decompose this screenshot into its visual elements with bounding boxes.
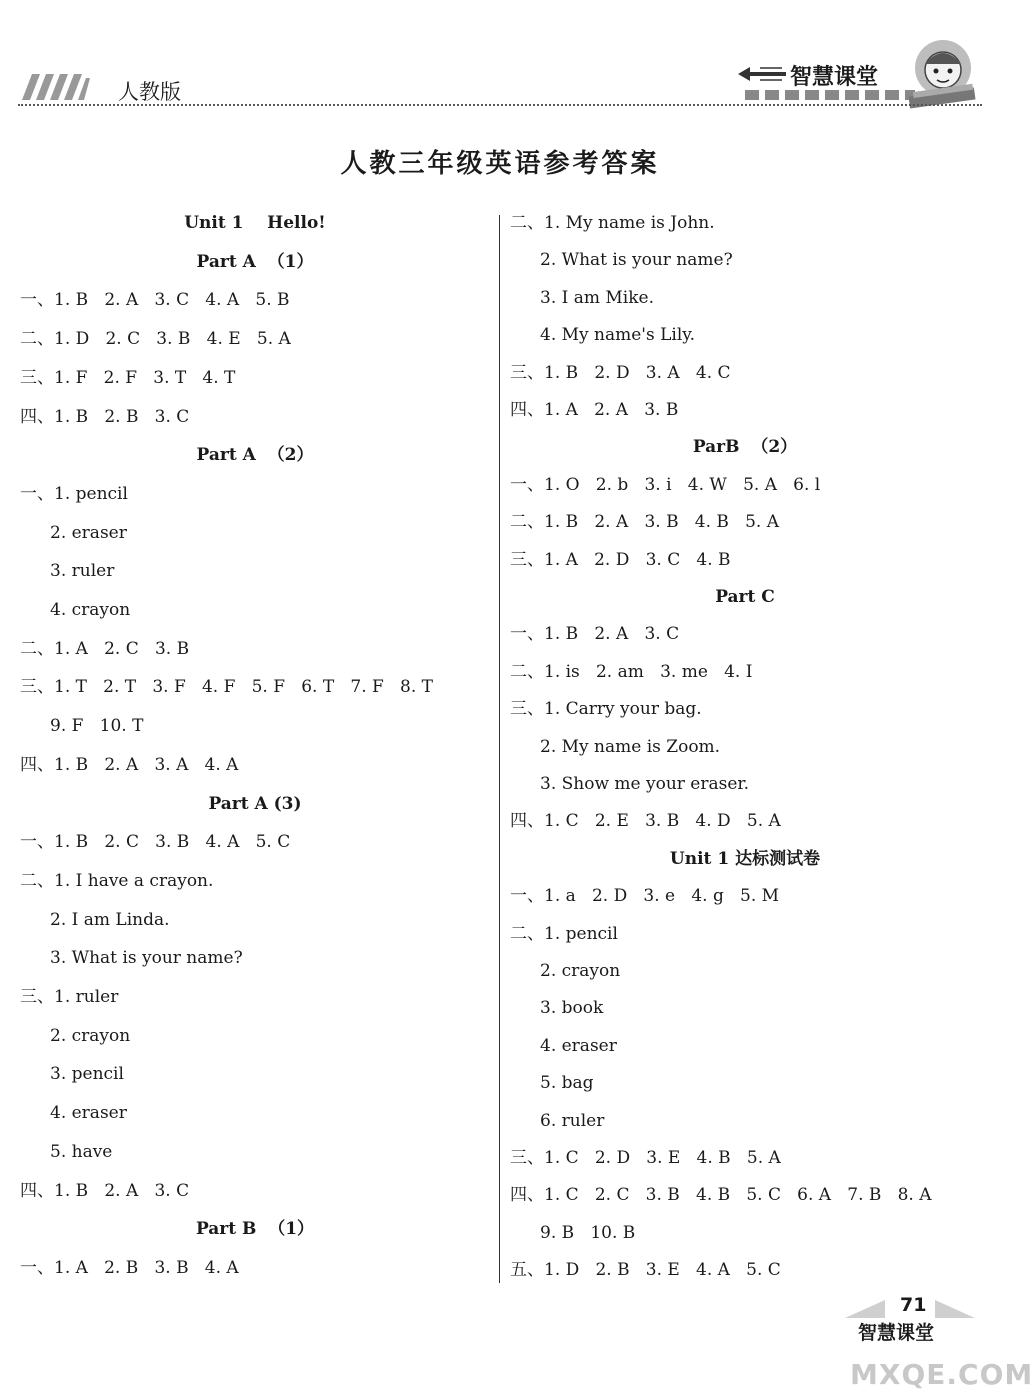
section-heading: Part A (3): [208, 793, 302, 814]
answer-line: 3. book: [540, 998, 604, 1019]
watermark-text: MXQE.COM: [850, 1358, 1033, 1391]
brand-title: 智慧课堂: [790, 65, 879, 90]
answer-line: 一、1. B 2. A 3. C 4. A 5. B: [20, 290, 290, 311]
answer-line: 9. B 10. B: [540, 1222, 636, 1243]
answer-line: 二、1. D 2. C 3. B 4. E 5. A: [20, 329, 291, 350]
page-header: [0, 0, 1000, 140]
answer-line: 四、1. C 2. E 3. B 4. D 5. A: [510, 811, 781, 832]
answer-line: 四、1. C 2. C 3. B 4. B 5. C 6. A 7. B 8. A: [510, 1185, 932, 1206]
answer-line: 四、1. B 2. B 3. C: [20, 406, 190, 427]
answer-line: 2. eraser: [50, 522, 127, 543]
answer-line: 一、1. O 2. b 3. i 4. W 5. A 6. l: [510, 474, 821, 495]
answer-line: 6. ruler: [540, 1110, 605, 1131]
answer-line: 2. My name is Zoom.: [540, 736, 721, 757]
edition-label: 人教版: [118, 80, 181, 104]
answer-line: 一、1. B 2. C 3. B 4. A 5. C: [20, 832, 291, 853]
answer-line: 三、1. A 2. D 3. C 4. B: [510, 549, 731, 570]
section-heading: Unit 1 达标测试卷: [669, 848, 821, 869]
answer-line: 4. eraser: [50, 1103, 127, 1124]
answer-line: 2. I am Linda.: [50, 909, 170, 930]
answer-line: 3. ruler: [50, 561, 115, 582]
answer-line: 二、1. B 2. A 3. B 4. B 5. A: [510, 512, 779, 533]
footer-brand: 智慧课堂: [858, 1322, 935, 1344]
answer-line: 3. I am Mike.: [540, 287, 655, 308]
answer-line: 二、1. My name is John.: [510, 213, 715, 233]
answer-line: 一、1. pencil: [20, 483, 128, 504]
answer-line: 4. My name's Lily.: [540, 325, 696, 346]
section-heading: Part B （1）: [195, 1219, 315, 1240]
answer-line: 二、1. I have a crayon.: [20, 870, 214, 891]
answer-line: 2. crayon: [540, 961, 621, 981]
header-dash-bar: [745, 90, 915, 100]
section-heading: ParB （2）: [692, 437, 798, 458]
answer-line: 二、1. pencil: [510, 923, 618, 944]
answer-line: 三、1. Carry your bag.: [510, 699, 702, 720]
answer-line: 三、1. C 2. D 3. E 4. B 5. A: [510, 1148, 781, 1168]
answer-line: 二、1. A 2. C 3. B: [20, 638, 190, 659]
answer-line: 二、1. is 2. am 3. me 4. I: [510, 661, 753, 682]
page-title: 人教三年级英语参考答案: [340, 149, 660, 179]
page-number: 71: [900, 1294, 927, 1316]
answer-line: 5. bag: [540, 1073, 594, 1094]
section-heading: Unit 1 Hello!: [184, 213, 326, 233]
answer-line: 5. have: [50, 1141, 113, 1162]
answer-line: 2. What is your name?: [540, 250, 733, 271]
answer-line: 3. pencil: [50, 1064, 124, 1085]
section-heading: Part A （2）: [196, 445, 314, 466]
answer-line: 9. F 10. T: [50, 716, 144, 737]
answer-line: 四、1. B 2. A 3. C: [20, 1180, 190, 1201]
answer-line: 3. What is your name?: [50, 948, 243, 969]
header-rule: [18, 104, 982, 106]
arrow-left-icon: [738, 64, 786, 84]
mascot-girl-icon: [905, 38, 980, 108]
answer-line: 五、1. D 2. B 3. E 4. A 5. C: [510, 1260, 781, 1281]
answer-line: 四、1. A 2. A 3. B: [510, 400, 679, 420]
answer-line: 三、1. T 2. T 3. F 4. F 5. F 6. T 7. F 8. T: [20, 677, 434, 698]
answer-line: 一、1. B 2. A 3. C: [510, 624, 680, 645]
section-heading: Part C: [715, 587, 775, 607]
answer-line: 4. eraser: [540, 1035, 617, 1056]
header-stripes-icon: [20, 74, 90, 100]
answer-line: 三、1. ruler: [20, 987, 119, 1007]
answer-line: 三、1. F 2. F 3. T 4. T: [20, 367, 236, 388]
answer-line: 一、1. a 2. D 3. e 4. g 5. M: [510, 886, 780, 907]
column-divider: [499, 215, 500, 1283]
answer-line: 4. crayon: [50, 600, 131, 620]
section-heading: Part A （1）: [196, 251, 314, 272]
answer-line: 2. crayon: [50, 1025, 131, 1046]
answer-line: 四、1. B 2. A 3. A 4. A: [20, 754, 239, 775]
answer-line: 3. Show me your eraser.: [540, 774, 750, 794]
answer-line: 一、1. A 2. B 3. B 4. A: [20, 1257, 239, 1278]
answer-line: 三、1. B 2. D 3. A 4. C: [510, 362, 731, 383]
